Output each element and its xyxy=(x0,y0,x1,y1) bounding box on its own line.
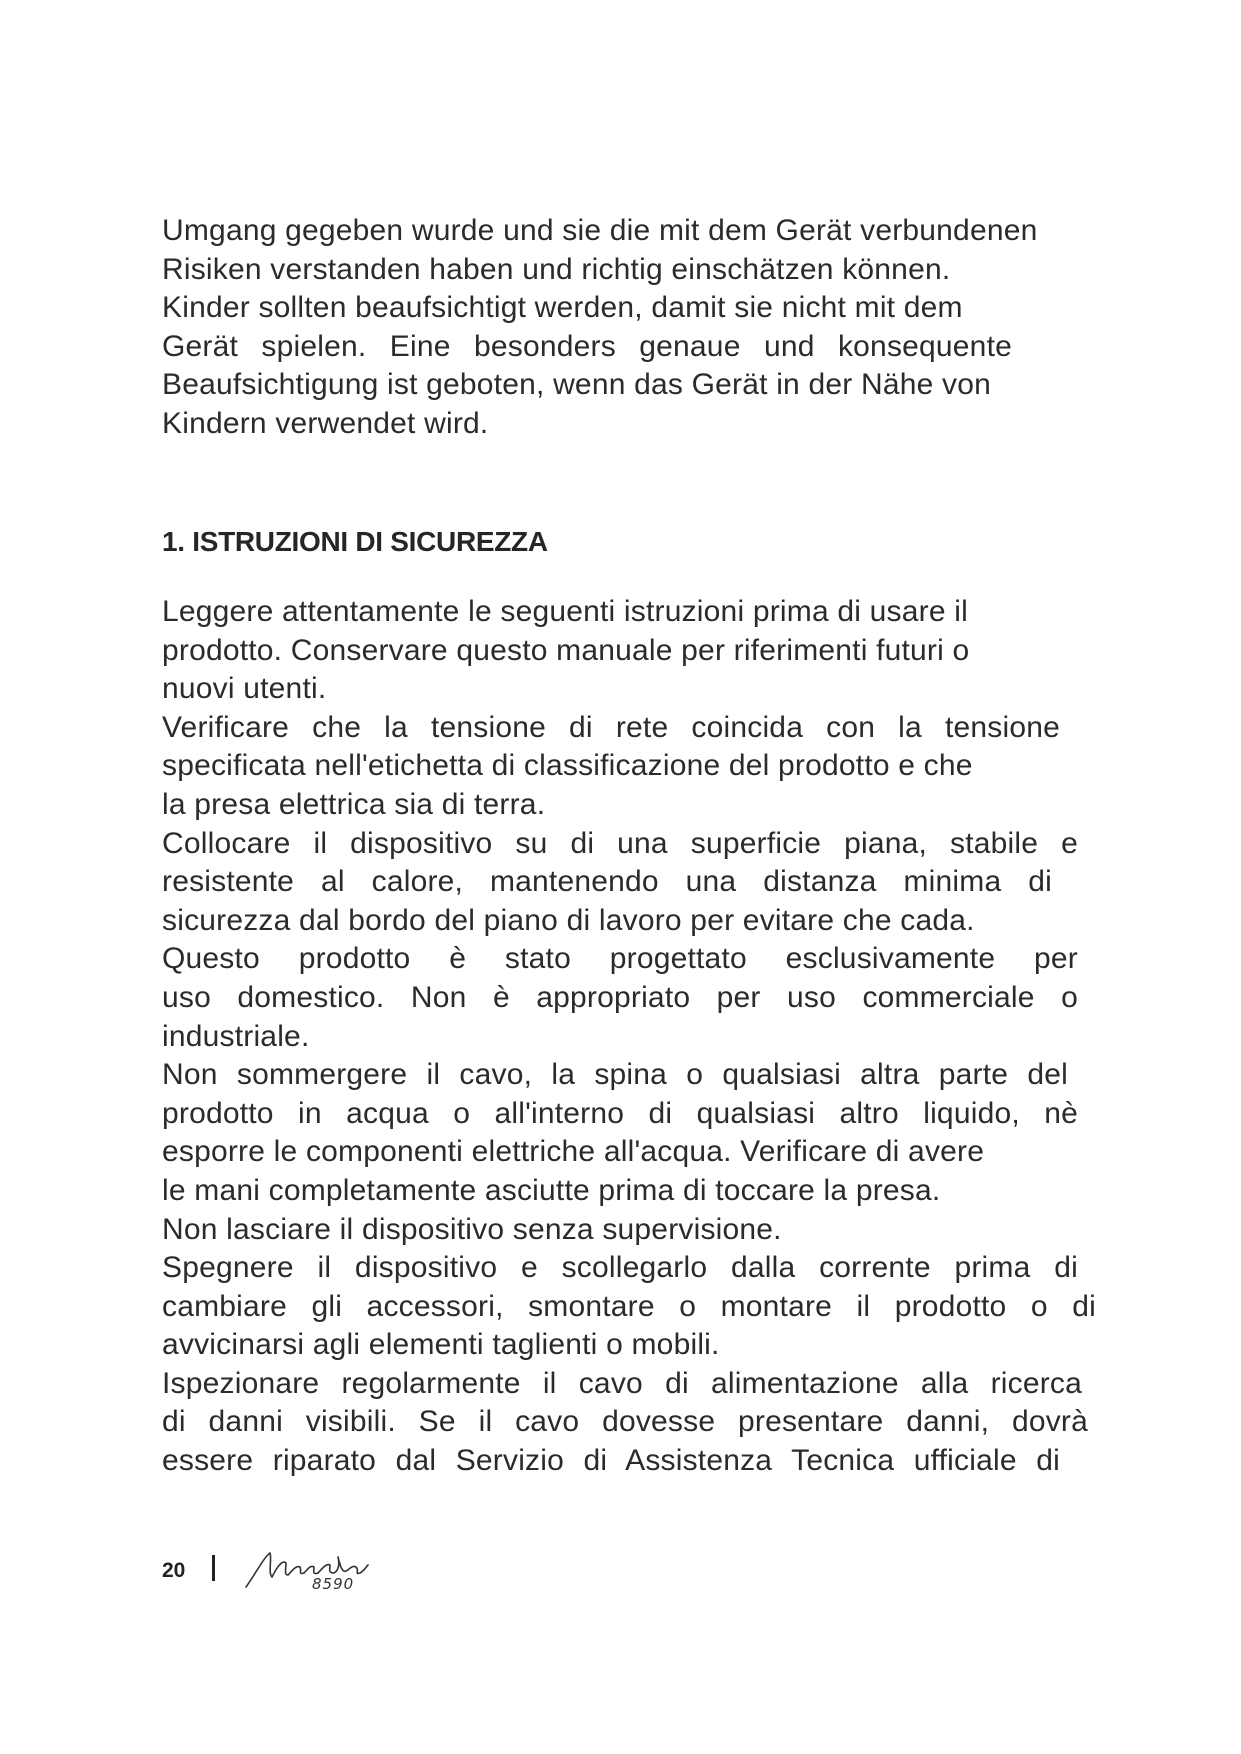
text-line: Beaufsichtigung ist geboten, wenn das Gerät in der Nähe von xyxy=(162,368,991,402)
text-line: cambiare gli accessori, smontare o montare il prodotto o di xyxy=(162,1289,1096,1323)
section-heading: 1. ISTRUZIONI DI SICUREZZA xyxy=(162,526,548,557)
text-line: Spegnere il dispositivo e scollegarlo dalla corrente prima di xyxy=(162,1251,1078,1285)
text-line: Kindern verwendet wird. xyxy=(162,406,489,440)
text-line: industriale. xyxy=(162,1019,310,1053)
text-line: essere riparato dal Servizio di Assistenza Tecnica ufficiale di xyxy=(162,1444,1060,1478)
text-line: sicurezza dal bordo del piano di lavoro per evitare che cada. xyxy=(162,903,975,937)
text-line: Leggere attentamente le seguenti istruzioni prima di usare il xyxy=(162,595,968,628)
text-line: resistente al calore, mantenendo una distanza minima di xyxy=(162,865,1052,899)
text-line: Questo prodotto è stato progettato esclusivamente per xyxy=(162,942,1078,976)
page-footer xyxy=(162,1545,402,1605)
safety-instructions-text xyxy=(162,593,1102,1481)
text-line: esporre le componenti elettriche all'acqua. Verificare di avere xyxy=(162,1135,985,1169)
text-line: Collocare il dispositivo su di una superficie piana, stabile e xyxy=(162,826,1078,860)
text-line: Non lasciare il dispositivo senza supervisione. xyxy=(162,1212,782,1246)
text-line: Gerät spielen. Eine besonders genaue und konsequente xyxy=(162,329,1012,363)
footer-separator xyxy=(212,1555,215,1581)
page-number: 20 xyxy=(162,1559,186,1582)
text-line: avvicinarsi agli elementi taglienti o mobili. xyxy=(162,1328,720,1362)
text-line: Kinder sollten beaufsichtigt werden, damit sie nicht mit dem xyxy=(162,291,963,325)
text-line: Umgang gegeben wurde und sie die mit dem Gerät verbundenen xyxy=(162,214,1038,247)
text-line: la presa elettrica sia di terra. xyxy=(162,787,546,821)
text-line: Ispezionare regolarmente il cavo di alimentazione alla ricerca xyxy=(162,1366,1082,1400)
text-line: prodotto in acqua o all'interno di qualsiasi altro liquido, nè xyxy=(162,1096,1078,1130)
text-line: specificata nell'etichetta di classificazione del prodotto e che xyxy=(162,749,973,783)
model-number: 8590 xyxy=(312,1575,355,1593)
intro-paragraph xyxy=(162,212,1102,444)
text-line: Non sommergere il cavo, la spina o qualsiasi altra parte del xyxy=(162,1058,1068,1092)
text-line: le mani completamente asciutte prima di toccare la presa. xyxy=(162,1173,941,1207)
text-line: Verificare che la tensione di rete coincida con la tensione xyxy=(162,710,1060,744)
text-line: nuovi utenti. xyxy=(162,672,327,706)
text-line: di danni visibili. Se il cavo dovesse presentare danni, dovrà xyxy=(162,1405,1088,1439)
mambo-logo xyxy=(242,1543,372,1603)
text-line: Risiken verstanden haben und richtig einschätzen können. xyxy=(162,252,951,286)
text-line: prodotto. Conservare questo manuale per riferimenti futuri o xyxy=(162,633,970,667)
text-line: uso domestico. Non è appropriato per uso commerciale o xyxy=(162,980,1078,1014)
